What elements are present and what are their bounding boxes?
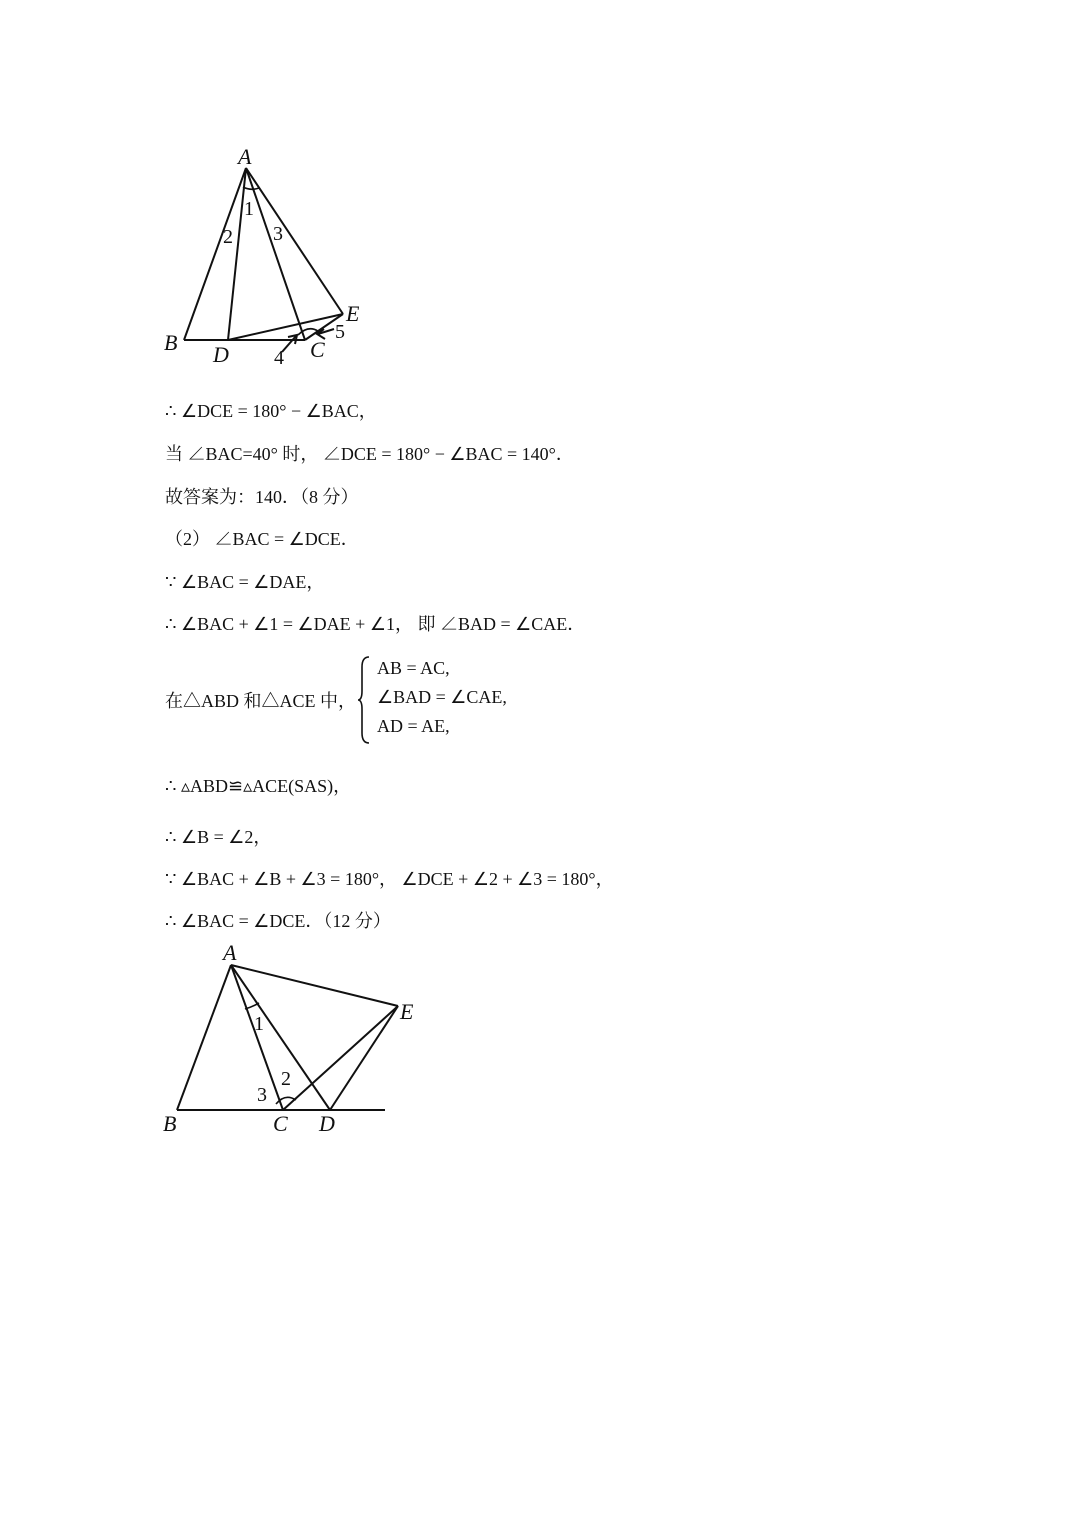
proof-line-5: ∵ ∠BAC = ∠DAE，	[165, 572, 325, 592]
segment-ab	[177, 965, 231, 1110]
proof-line-6: ∴ ∠BAC + ∠1 = ∠DAE + ∠1， 即 ∠BAD = ∠CAE．	[165, 614, 586, 634]
label-b: B	[164, 330, 178, 355]
angle-label-2: 2	[281, 1068, 291, 1090]
condition-2: ∠BAD = ∠CAE,	[377, 687, 507, 707]
angle-label-5: 5	[335, 321, 345, 343]
angle-arc-1	[243, 187, 259, 189]
proof-line-4: （2） ∠BAC = ∠DCE．	[165, 529, 359, 549]
label-e: E	[400, 999, 414, 1024]
label-d: D	[319, 1111, 335, 1136]
angle-arc-1	[245, 1003, 259, 1009]
proof-line-1: ∴ ∠DCE = 180° − ∠BAC，	[165, 401, 377, 421]
label-d: D	[213, 342, 229, 367]
angle-label-1: 1	[254, 1013, 264, 1035]
figure-1-triangle-diagram	[150, 140, 390, 380]
proof-line-2: 当 ∠BAC=40° 时， ∠DCE = 180° − ∠BAC = 140°．	[165, 444, 574, 464]
angle-label-4: 4	[274, 347, 284, 369]
figure-2-triangle-diagram	[150, 935, 440, 1140]
proof-line-10: ∴ ∠BAC = ∠DCE．（12 分）	[165, 911, 391, 931]
angle-label-3: 3	[257, 1084, 267, 1106]
left-brace	[357, 655, 371, 745]
proof-line-8: ∴ ∠B = ∠2，	[165, 827, 272, 847]
angle-label-1: 1	[244, 198, 254, 220]
proof-line-3: 故答案为：140．（8 分）	[165, 487, 359, 507]
label-c: C	[310, 337, 325, 362]
label-c: C	[273, 1111, 288, 1136]
condition-3: AD = AE,	[377, 716, 450, 736]
angle-label-3: 3	[273, 223, 283, 245]
label-b: B	[163, 1111, 177, 1136]
label-a: A	[238, 144, 252, 169]
arrow-4	[282, 336, 296, 352]
segment-ac	[246, 168, 305, 340]
label-e: E	[346, 301, 360, 326]
segment-ae	[231, 965, 398, 1006]
segment-ae	[246, 168, 343, 314]
condition-1: AB = AC,	[377, 658, 450, 678]
proof-line-9: ∵ ∠BAC + ∠B + ∠3 = 180°， ∠DCE + ∠2 + ∠3 = 180°，	[165, 869, 614, 889]
proof-line-7: ∴ ▵ABD≌▵ACE(SAS)，	[165, 776, 352, 796]
angle-label-2: 2	[223, 226, 233, 248]
label-a: A	[223, 940, 237, 965]
system-label: 在△ABD 和△ACE 中，	[165, 691, 357, 711]
